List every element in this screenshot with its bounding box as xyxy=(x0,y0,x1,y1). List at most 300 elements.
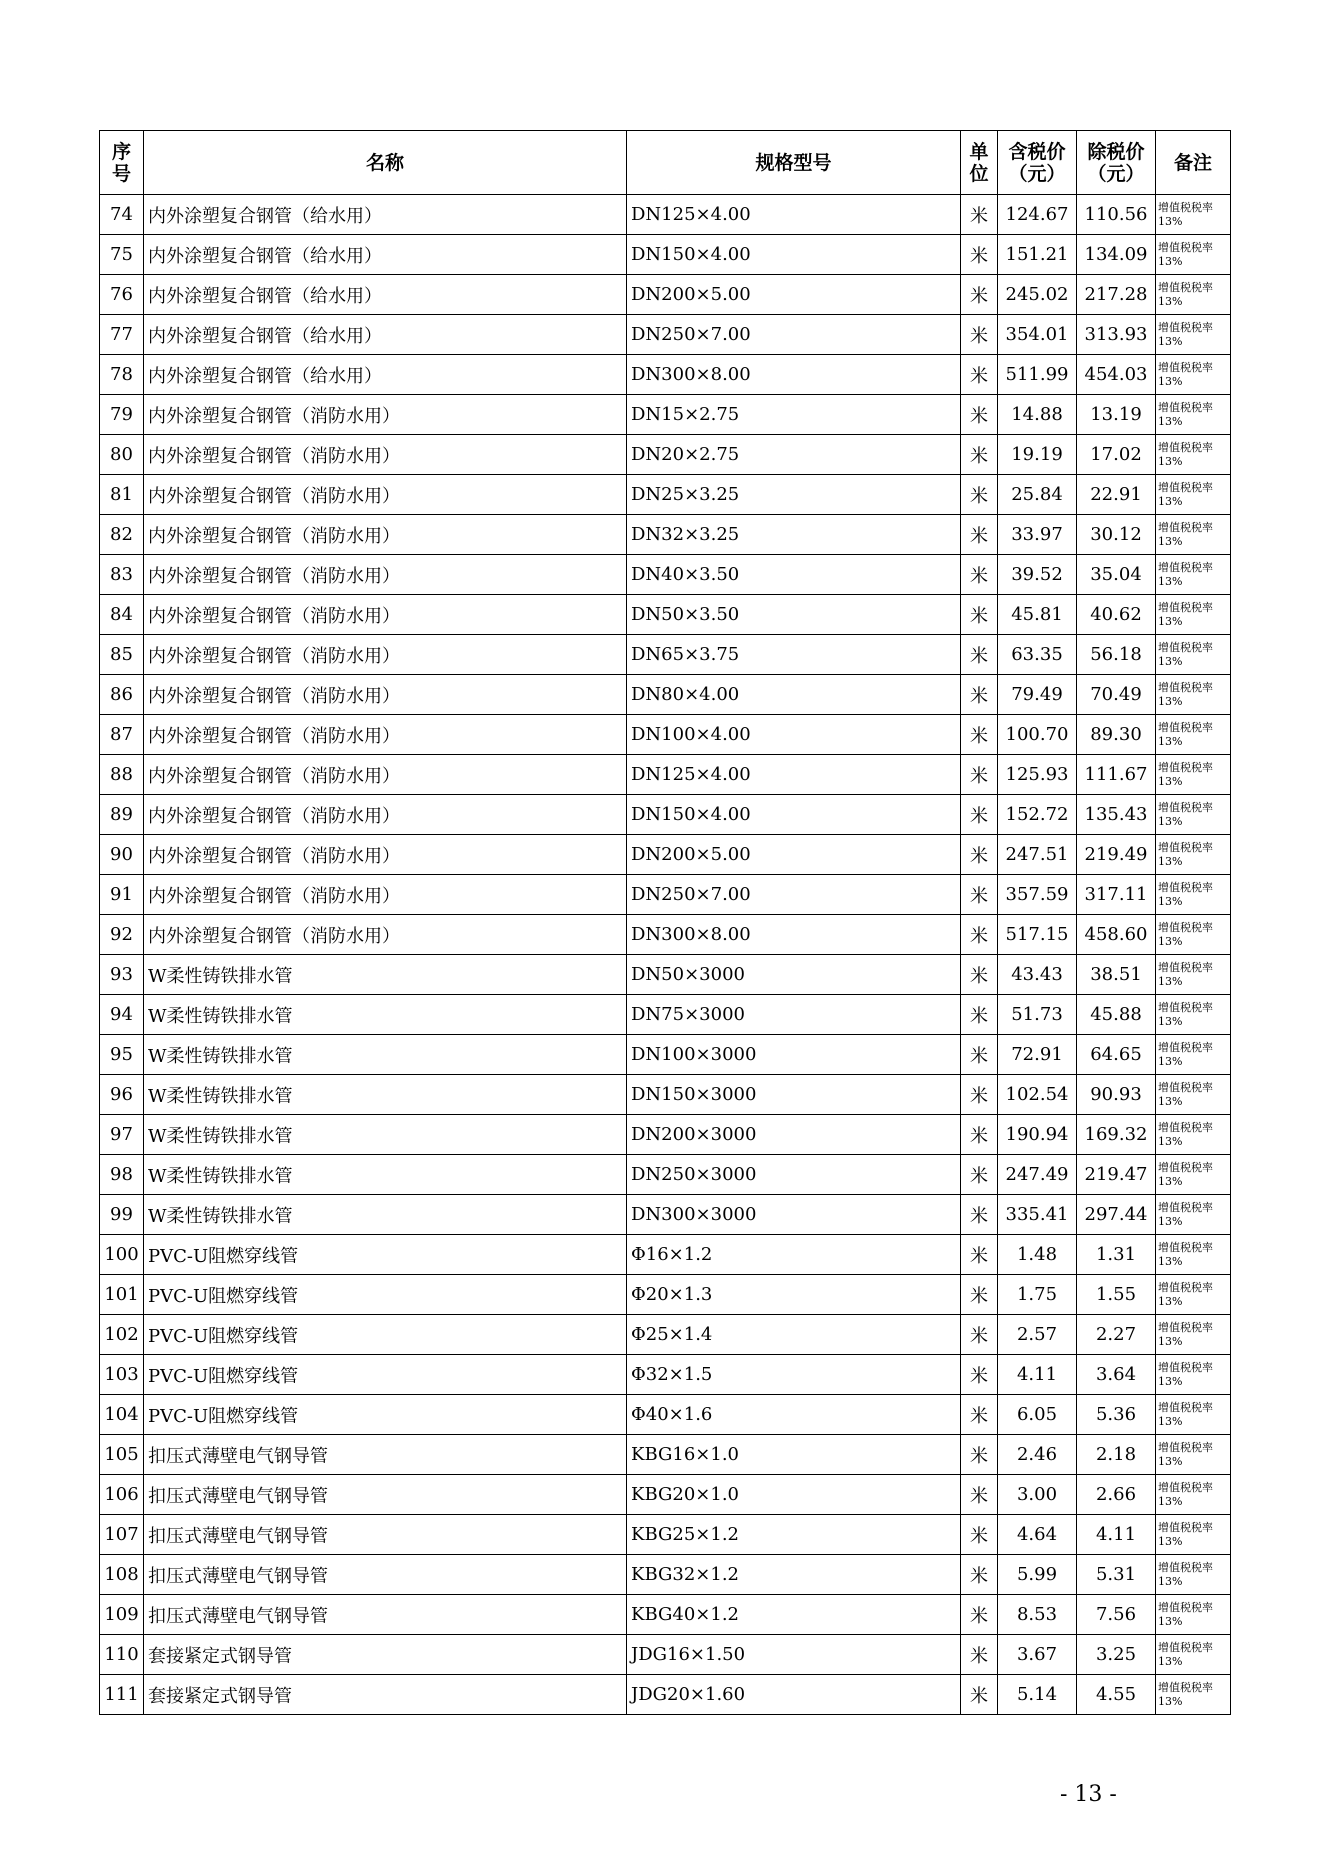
row-name: 内外涂塑复合钢管（给水用） xyxy=(144,235,627,275)
row-price-notax: 38.51 xyxy=(1077,955,1156,995)
row-spec: KBG25×1.2 xyxy=(627,1515,961,1555)
table-row xyxy=(100,555,1231,595)
row-price-notax: 90.93 xyxy=(1077,1075,1156,1115)
row-unit: 米 xyxy=(961,795,998,835)
row-name: W柔性铸铁排水管 xyxy=(144,1195,627,1235)
row-price-notax: 219.47 xyxy=(1077,1155,1156,1195)
row-spec: DN20×2.75 xyxy=(627,435,961,475)
row-note: 增值税税率 13% xyxy=(1156,275,1231,315)
row-name: W柔性铸铁排水管 xyxy=(144,1075,627,1115)
row-note: 增值税税率 13% xyxy=(1156,595,1231,635)
row-no: 105 xyxy=(100,1435,144,1475)
row-price-tax: 100.70 xyxy=(998,715,1077,755)
row-note: 增值税税率 13% xyxy=(1156,315,1231,355)
table-row xyxy=(100,515,1231,555)
row-note: 增值税税率 13% xyxy=(1156,675,1231,715)
row-note: 增值税税率 13% xyxy=(1156,1195,1231,1235)
row-price-tax: 4.11 xyxy=(998,1355,1077,1395)
row-name: 套接紧定式钢导管 xyxy=(144,1635,627,1675)
row-no: 78 xyxy=(100,355,144,395)
row-price-tax: 354.01 xyxy=(998,315,1077,355)
row-name: 内外涂塑复合钢管（消防水用） xyxy=(144,755,627,795)
row-no: 77 xyxy=(100,315,144,355)
row-price-tax: 247.51 xyxy=(998,835,1077,875)
row-price-tax: 2.57 xyxy=(998,1315,1077,1355)
row-price-notax: 40.62 xyxy=(1077,595,1156,635)
row-note: 增值税税率 13% xyxy=(1156,1355,1231,1395)
table-row xyxy=(100,995,1231,1035)
row-spec: DN75×3000 xyxy=(627,995,961,1035)
table-row xyxy=(100,435,1231,475)
row-note: 增值税税率 13% xyxy=(1156,1675,1231,1715)
row-spec: KBG16×1.0 xyxy=(627,1435,961,1475)
row-spec: DN50×3000 xyxy=(627,955,961,995)
row-note: 增值税税率 13% xyxy=(1156,1595,1231,1635)
row-price-notax: 217.28 xyxy=(1077,275,1156,315)
table-row xyxy=(100,1515,1231,1555)
row-no: 90 xyxy=(100,835,144,875)
row-note: 增值税税率 13% xyxy=(1156,1555,1231,1595)
row-unit: 米 xyxy=(961,1195,998,1235)
row-price-notax: 89.30 xyxy=(1077,715,1156,755)
row-unit: 米 xyxy=(961,355,998,395)
row-unit: 米 xyxy=(961,715,998,755)
row-note: 增值税税率 13% xyxy=(1156,475,1231,515)
row-no: 108 xyxy=(100,1555,144,1595)
row-no: 84 xyxy=(100,595,144,635)
row-price-tax: 25.84 xyxy=(998,475,1077,515)
row-no: 92 xyxy=(100,915,144,955)
row-price-notax: 1.31 xyxy=(1077,1235,1156,1275)
row-unit: 米 xyxy=(961,1675,998,1715)
row-unit: 米 xyxy=(961,555,998,595)
table-row xyxy=(100,835,1231,875)
row-no: 87 xyxy=(100,715,144,755)
row-price-notax: 45.88 xyxy=(1077,995,1156,1035)
row-spec: DN250×7.00 xyxy=(627,315,961,355)
row-price-notax: 4.55 xyxy=(1077,1675,1156,1715)
row-price-tax: 125.93 xyxy=(998,755,1077,795)
row-spec: DN40×3.50 xyxy=(627,555,961,595)
row-price-notax: 2.18 xyxy=(1077,1435,1156,1475)
row-unit: 米 xyxy=(961,1235,998,1275)
row-name: 内外涂塑复合钢管（消防水用） xyxy=(144,635,627,675)
row-unit: 米 xyxy=(961,1155,998,1195)
row-price-tax: 152.72 xyxy=(998,795,1077,835)
row-name: 内外涂塑复合钢管（给水用） xyxy=(144,195,627,235)
row-spec: DN300×3000 xyxy=(627,1195,961,1235)
row-no: 101 xyxy=(100,1275,144,1315)
row-price-notax: 5.36 xyxy=(1077,1395,1156,1435)
table-row xyxy=(100,1115,1231,1155)
row-no: 104 xyxy=(100,1395,144,1435)
row-unit: 米 xyxy=(961,1275,998,1315)
row-unit: 米 xyxy=(961,995,998,1035)
row-spec: DN250×7.00 xyxy=(627,875,961,915)
row-name: 扣压式薄壁电气钢导管 xyxy=(144,1555,627,1595)
row-no: 99 xyxy=(100,1195,144,1235)
header-spec: 规格型号 xyxy=(627,131,961,195)
row-price-notax: 7.56 xyxy=(1077,1595,1156,1635)
row-name: 内外涂塑复合钢管（消防水用） xyxy=(144,515,627,555)
row-unit: 米 xyxy=(961,1315,998,1355)
row-unit: 米 xyxy=(961,835,998,875)
row-spec: DN300×8.00 xyxy=(627,355,961,395)
row-price-tax: 2.46 xyxy=(998,1435,1077,1475)
row-note: 增值税税率 13% xyxy=(1156,1475,1231,1515)
row-no: 103 xyxy=(100,1355,144,1395)
row-price-notax: 13.19 xyxy=(1077,395,1156,435)
table-row xyxy=(100,795,1231,835)
row-note: 增值税税率 13% xyxy=(1156,1635,1231,1675)
table-row xyxy=(100,1195,1231,1235)
row-price-tax: 1.48 xyxy=(998,1235,1077,1275)
row-spec: DN100×3000 xyxy=(627,1035,961,1075)
row-no: 110 xyxy=(100,1635,144,1675)
row-name: 内外涂塑复合钢管（给水用） xyxy=(144,315,627,355)
row-note: 增值税税率 13% xyxy=(1156,635,1231,675)
row-no: 79 xyxy=(100,395,144,435)
row-spec: Φ25×1.4 xyxy=(627,1315,961,1355)
row-unit: 米 xyxy=(961,475,998,515)
row-price-notax: 2.27 xyxy=(1077,1315,1156,1355)
row-price-tax: 3.67 xyxy=(998,1635,1077,1675)
row-name: 内外涂塑复合钢管（消防水用） xyxy=(144,875,627,915)
row-note: 增值税税率 13% xyxy=(1156,875,1231,915)
row-spec: JDG16×1.50 xyxy=(627,1635,961,1675)
row-spec: Φ40×1.6 xyxy=(627,1395,961,1435)
row-price-tax: 33.97 xyxy=(998,515,1077,555)
row-note: 增值税税率 13% xyxy=(1156,515,1231,555)
table-row xyxy=(100,475,1231,515)
row-spec: DN300×8.00 xyxy=(627,915,961,955)
table-row xyxy=(100,1275,1231,1315)
row-unit: 米 xyxy=(961,875,998,915)
row-no: 96 xyxy=(100,1075,144,1115)
row-price-tax: 190.94 xyxy=(998,1115,1077,1155)
row-unit: 米 xyxy=(961,195,998,235)
row-spec: DN200×3000 xyxy=(627,1115,961,1155)
row-unit: 米 xyxy=(961,635,998,675)
row-spec: DN150×3000 xyxy=(627,1075,961,1115)
row-unit: 米 xyxy=(961,1555,998,1595)
row-spec: DN50×3.50 xyxy=(627,595,961,635)
row-price-tax: 245.02 xyxy=(998,275,1077,315)
row-unit: 米 xyxy=(961,1475,998,1515)
row-price-notax: 3.25 xyxy=(1077,1635,1156,1675)
row-price-tax: 19.19 xyxy=(998,435,1077,475)
row-price-notax: 317.11 xyxy=(1077,875,1156,915)
row-name: 内外涂塑复合钢管（消防水用） xyxy=(144,435,627,475)
table-row xyxy=(100,1235,1231,1275)
row-note: 增值税税率 13% xyxy=(1156,755,1231,795)
row-price-tax: 3.00 xyxy=(998,1475,1077,1515)
row-note: 增值税税率 13% xyxy=(1156,1075,1231,1115)
row-price-notax: 30.12 xyxy=(1077,515,1156,555)
table-row xyxy=(100,635,1231,675)
table-row xyxy=(100,1315,1231,1355)
row-spec: DN15×2.75 xyxy=(627,395,961,435)
row-no: 74 xyxy=(100,195,144,235)
table-row xyxy=(100,915,1231,955)
page-number: - 13 - xyxy=(1060,1782,1117,1807)
row-unit: 米 xyxy=(961,515,998,555)
row-name: 扣压式薄壁电气钢导管 xyxy=(144,1595,627,1635)
row-spec: DN65×3.75 xyxy=(627,635,961,675)
row-price-tax: 335.41 xyxy=(998,1195,1077,1235)
table-row xyxy=(100,275,1231,315)
row-no: 95 xyxy=(100,1035,144,1075)
row-name: 扣压式薄壁电气钢导管 xyxy=(144,1475,627,1515)
table-row xyxy=(100,955,1231,995)
row-name: 内外涂塑复合钢管（消防水用） xyxy=(144,835,627,875)
row-price-tax: 5.14 xyxy=(998,1675,1077,1715)
row-name: W柔性铸铁排水管 xyxy=(144,1035,627,1075)
row-price-tax: 63.35 xyxy=(998,635,1077,675)
row-no: 106 xyxy=(100,1475,144,1515)
row-price-tax: 43.43 xyxy=(998,955,1077,995)
row-spec: Φ32×1.5 xyxy=(627,1355,961,1395)
row-unit: 米 xyxy=(961,1635,998,1675)
row-no: 97 xyxy=(100,1115,144,1155)
row-note: 增值税税率 13% xyxy=(1156,1515,1231,1555)
row-price-tax: 124.67 xyxy=(998,195,1077,235)
row-name: W柔性铸铁排水管 xyxy=(144,955,627,995)
row-price-notax: 219.49 xyxy=(1077,835,1156,875)
header-name: 名称 xyxy=(144,131,627,195)
row-note: 增值税税率 13% xyxy=(1156,1155,1231,1195)
row-no: 102 xyxy=(100,1315,144,1355)
row-name: 扣压式薄壁电气钢导管 xyxy=(144,1435,627,1475)
table-row xyxy=(100,1555,1231,1595)
header-note: 备注 xyxy=(1156,131,1231,195)
row-unit: 米 xyxy=(961,1115,998,1155)
row-price-notax: 35.04 xyxy=(1077,555,1156,595)
table-header xyxy=(100,131,1231,195)
table-row xyxy=(100,595,1231,635)
row-note: 增值税税率 13% xyxy=(1156,795,1231,835)
row-price-tax: 357.59 xyxy=(998,875,1077,915)
row-name: PVC-U阻燃穿线管 xyxy=(144,1235,627,1275)
row-name: W柔性铸铁排水管 xyxy=(144,1115,627,1155)
row-unit: 米 xyxy=(961,1515,998,1555)
row-unit: 米 xyxy=(961,955,998,995)
table-row xyxy=(100,315,1231,355)
row-name: 内外涂塑复合钢管（消防水用） xyxy=(144,675,627,715)
row-price-notax: 5.31 xyxy=(1077,1555,1156,1595)
row-name: 内外涂塑复合钢管（给水用） xyxy=(144,355,627,395)
row-name: PVC-U阻燃穿线管 xyxy=(144,1315,627,1355)
table-row xyxy=(100,1355,1231,1395)
row-note: 增值税税率 13% xyxy=(1156,1035,1231,1075)
row-note: 增值税税率 13% xyxy=(1156,1395,1231,1435)
row-note: 增值税税率 13% xyxy=(1156,1275,1231,1315)
row-price-notax: 297.44 xyxy=(1077,1195,1156,1235)
row-unit: 米 xyxy=(961,1595,998,1635)
row-name: 内外涂塑复合钢管（消防水用） xyxy=(144,715,627,755)
row-spec: DN200×5.00 xyxy=(627,835,961,875)
row-note: 增值税税率 13% xyxy=(1156,395,1231,435)
table-row xyxy=(100,1475,1231,1515)
row-spec: DN125×4.00 xyxy=(627,755,961,795)
row-no: 89 xyxy=(100,795,144,835)
row-price-tax: 45.81 xyxy=(998,595,1077,635)
row-spec: KBG40×1.2 xyxy=(627,1595,961,1635)
header-price-tax: 含税价 （元） xyxy=(998,131,1077,195)
row-no: 93 xyxy=(100,955,144,995)
row-no: 88 xyxy=(100,755,144,795)
row-note: 增值税税率 13% xyxy=(1156,1115,1231,1155)
row-spec: DN100×4.00 xyxy=(627,715,961,755)
row-spec: DN80×4.00 xyxy=(627,675,961,715)
row-spec: KBG20×1.0 xyxy=(627,1475,961,1515)
row-price-tax: 8.53 xyxy=(998,1595,1077,1635)
row-spec: DN25×3.25 xyxy=(627,475,961,515)
row-note: 增值税税率 13% xyxy=(1156,1315,1231,1355)
row-price-tax: 517.15 xyxy=(998,915,1077,955)
table-row xyxy=(100,1395,1231,1435)
row-name: 内外涂塑复合钢管（消防水用） xyxy=(144,795,627,835)
row-price-tax: 247.49 xyxy=(998,1155,1077,1195)
table-body xyxy=(100,195,1231,1715)
row-price-notax: 313.93 xyxy=(1077,315,1156,355)
row-unit: 米 xyxy=(961,915,998,955)
table-row xyxy=(100,875,1231,915)
row-unit: 米 xyxy=(961,315,998,355)
row-note: 增值税税率 13% xyxy=(1156,195,1231,235)
row-price-notax: 17.02 xyxy=(1077,435,1156,475)
row-no: 98 xyxy=(100,1155,144,1195)
row-spec: DN125×4.00 xyxy=(627,195,961,235)
table-row xyxy=(100,1635,1231,1675)
row-name: 内外涂塑复合钢管（消防水用） xyxy=(144,475,627,515)
price-table xyxy=(99,130,1231,1715)
row-price-notax: 110.56 xyxy=(1077,195,1156,235)
row-spec: DN200×5.00 xyxy=(627,275,961,315)
row-name: 套接紧定式钢导管 xyxy=(144,1675,627,1715)
row-price-notax: 135.43 xyxy=(1077,795,1156,835)
row-price-notax: 134.09 xyxy=(1077,235,1156,275)
row-price-notax: 1.55 xyxy=(1077,1275,1156,1315)
row-name: 内外涂塑复合钢管（消防水用） xyxy=(144,395,627,435)
table-row xyxy=(100,235,1231,275)
row-name: PVC-U阻燃穿线管 xyxy=(144,1395,627,1435)
row-price-notax: 22.91 xyxy=(1077,475,1156,515)
row-price-tax: 72.91 xyxy=(998,1035,1077,1075)
row-spec: JDG20×1.60 xyxy=(627,1675,961,1715)
table-row xyxy=(100,715,1231,755)
row-name: 内外涂塑复合钢管（消防水用） xyxy=(144,915,627,955)
row-unit: 米 xyxy=(961,395,998,435)
row-unit: 米 xyxy=(961,675,998,715)
row-spec: DN32×3.25 xyxy=(627,515,961,555)
row-spec: DN250×3000 xyxy=(627,1155,961,1195)
row-no: 76 xyxy=(100,275,144,315)
row-price-tax: 51.73 xyxy=(998,995,1077,1035)
table-row xyxy=(100,755,1231,795)
row-price-notax: 169.32 xyxy=(1077,1115,1156,1155)
row-no: 100 xyxy=(100,1235,144,1275)
row-price-tax: 1.75 xyxy=(998,1275,1077,1315)
row-spec: Φ16×1.2 xyxy=(627,1235,961,1275)
row-name: PVC-U阻燃穿线管 xyxy=(144,1275,627,1315)
row-note: 增值税税率 13% xyxy=(1156,555,1231,595)
row-name: 内外涂塑复合钢管（给水用） xyxy=(144,275,627,315)
header-unit: 单 位 xyxy=(961,131,998,195)
row-note: 增值税税率 13% xyxy=(1156,235,1231,275)
header-price-notax: 除税价 （元） xyxy=(1077,131,1156,195)
table-row xyxy=(100,355,1231,395)
row-no: 94 xyxy=(100,995,144,1035)
row-price-tax: 4.64 xyxy=(998,1515,1077,1555)
row-name: W柔性铸铁排水管 xyxy=(144,995,627,1035)
table-row xyxy=(100,1075,1231,1115)
row-price-notax: 70.49 xyxy=(1077,675,1156,715)
row-price-tax: 102.54 xyxy=(998,1075,1077,1115)
table-row xyxy=(100,1155,1231,1195)
row-price-tax: 5.99 xyxy=(998,1555,1077,1595)
row-note: 增值税税率 13% xyxy=(1156,435,1231,475)
row-no: 111 xyxy=(100,1675,144,1715)
row-price-tax: 14.88 xyxy=(998,395,1077,435)
table-row xyxy=(100,1435,1231,1475)
row-name: 扣压式薄壁电气钢导管 xyxy=(144,1515,627,1555)
row-name: W柔性铸铁排水管 xyxy=(144,1155,627,1195)
row-note: 增值税税率 13% xyxy=(1156,955,1231,995)
row-no: 85 xyxy=(100,635,144,675)
row-no: 75 xyxy=(100,235,144,275)
row-price-notax: 3.64 xyxy=(1077,1355,1156,1395)
row-price-notax: 4.11 xyxy=(1077,1515,1156,1555)
row-unit: 米 xyxy=(961,1355,998,1395)
table-row xyxy=(100,1595,1231,1635)
row-unit: 米 xyxy=(961,595,998,635)
row-note: 增值税税率 13% xyxy=(1156,835,1231,875)
row-price-tax: 151.21 xyxy=(998,235,1077,275)
row-price-notax: 64.65 xyxy=(1077,1035,1156,1075)
row-unit: 米 xyxy=(961,1435,998,1475)
row-name: 内外涂塑复合钢管（消防水用） xyxy=(144,595,627,635)
row-name: 内外涂塑复合钢管（消防水用） xyxy=(144,555,627,595)
row-no: 83 xyxy=(100,555,144,595)
row-name: PVC-U阻燃穿线管 xyxy=(144,1355,627,1395)
row-unit: 米 xyxy=(961,755,998,795)
row-price-tax: 6.05 xyxy=(998,1395,1077,1435)
row-unit: 米 xyxy=(961,1075,998,1115)
row-no: 81 xyxy=(100,475,144,515)
row-price-tax: 511.99 xyxy=(998,355,1077,395)
row-note: 增值税税率 13% xyxy=(1156,915,1231,955)
row-note: 增值税税率 13% xyxy=(1156,1235,1231,1275)
row-note: 增值税税率 13% xyxy=(1156,715,1231,755)
row-unit: 米 xyxy=(961,275,998,315)
row-price-notax: 454.03 xyxy=(1077,355,1156,395)
row-no: 82 xyxy=(100,515,144,555)
row-note: 增值税税率 13% xyxy=(1156,355,1231,395)
row-price-notax: 2.66 xyxy=(1077,1475,1156,1515)
table-row xyxy=(100,1675,1231,1715)
row-spec: Φ20×1.3 xyxy=(627,1275,961,1315)
row-unit: 米 xyxy=(961,235,998,275)
table-row xyxy=(100,195,1231,235)
row-price-notax: 458.60 xyxy=(1077,915,1156,955)
row-price-tax: 79.49 xyxy=(998,675,1077,715)
table-row xyxy=(100,1035,1231,1075)
row-unit: 米 xyxy=(961,435,998,475)
row-price-notax: 56.18 xyxy=(1077,635,1156,675)
row-price-tax: 39.52 xyxy=(998,555,1077,595)
row-no: 109 xyxy=(100,1595,144,1635)
